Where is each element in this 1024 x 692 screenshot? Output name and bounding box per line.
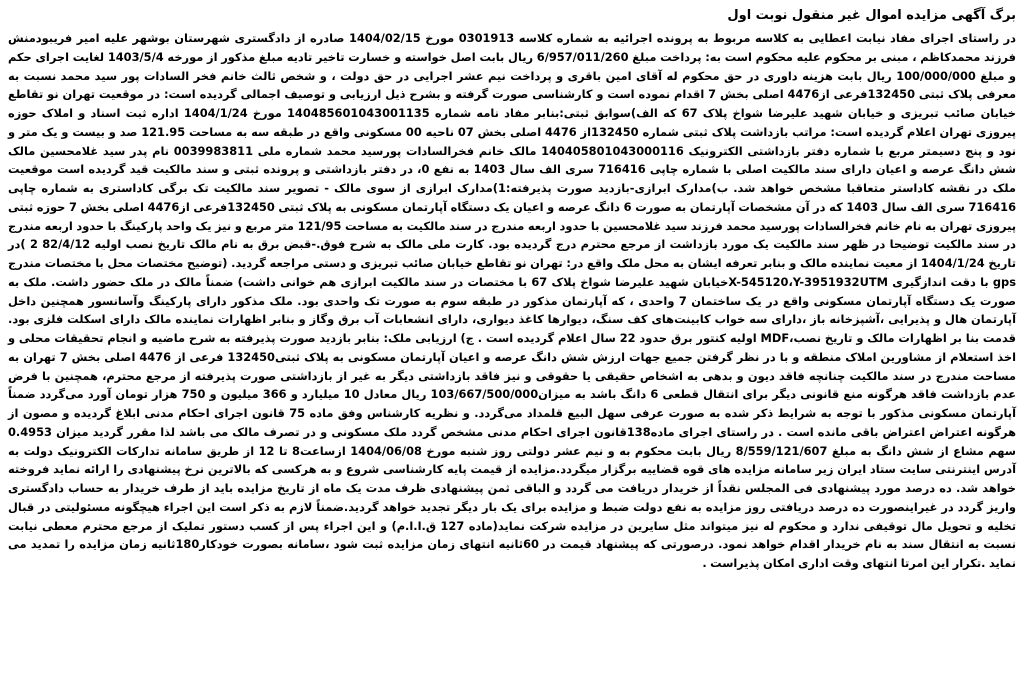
notice-title: برگ آگهی مزایده اموال غیر منقول نوبت اول — [727, 8, 1016, 23]
auction-notice-document — [6, 6, 1018, 686]
notice-body: در راستای اجرای مفاد نیابت اعطایی به کلاسه مربوط به پرونده اجرائیه به شماره کلاسه 0301913 مورخ 1404/02/15 صادره از دادگستری شهرستان بوشهر علیه امیر فریبودمنش فرزند محمدکاظم ، مبنی بر محکوم علیه محکوم است به: پرداخت مبلغ 6/957/011/260 ریال بابت اصل خواسته و خسارت تاخیر تادیه مبلغ مذکور از مورخه 1403/5/4 لغایت اجرای حکم و مبلغ 100/000/000 ریال بابت هزینه داوری در حق محکوم له آقای امین باقری و پرداخت نیم عشر اجرایی در حق دولت ، و شخص ثالث خانم فخر السادات پور سید محمد نسبت به معرفی پلاک ثبتی 132450فرعی از4476 اصلی بخش 7 اقدام نموده است و کارشناسی صورت گرفته و بشرح ذیل ارزیابی و توصیف اجمالی گردیده است: در موقعیت تهران نو تقاطع خیابان صائب تبریزی و خیابان شهید علیرضا شواخ پلاک 67 که الف)سوابق ثبتی:بنابر مفاد نامه شماره 140485601043001135 مورخ 1404/1/24 اداره ثبت اسناد و املاک حوزه پیروزی تهران اعلام گردیده است: مراتب بازداشت پلاک ثبتی شماره 132450از 4476 اصلی بخش 07 ناحیه 00 مسکونی واقع در طبقه سه به مساحت 121.95 صد و بیست و یک متر و نود و پنج دسیمتر مربع با شماره دفتر بازداشتی الکترونیک 140405801043000116 مالک خانم فخرالسادات پورسید محمد شماره ملی 0039983811 نام پدر سید غلامحسین مالک شش دانگ عرصه و اعیان دارای سند مالکیت اصلی با شماره چاپی 716416 سری الف سال 1403 به نفع 0، در دفتر بازداشتی و پرونده ثبتی و سند مالکیت قید گردیده است موقعیت ملک در نقشه کاداستر متعاقبا مشخص خواهد شد. ب)مدارک ابرازی-بازدید صورت پذیرفته:1)مدارک ابرازی از سوی مالک - تصویر سند مالکیت تک برگی کاداستری به شماره چاپی 716416 سری الف سال 1403 که در آن مشخصات آپارتمان به صورت 6 دانگ عرصه و اعیان یک دستگاه آپارتمان مسکونی به پلاک ثبتی 132450فرعی از4476 اصلی بخش 7 حوزه ثبتی پیروزی تهران به نام خانم فخرالسادات پورسید محمد فرزند سید غلامحسین با حدود اربعه مندرج در سند مالکیت به مساحت 121/95 متر مربع و نیز یک واحد پارکینگ با حدود اربعه مندرج در سند مالکیت توضیحا در ظهر سند مالکیت یک مورد بازداشت از مرجع محترم درج گردیده بود. کارت ملی مالک به شرح فوق.-قبض برق به نام مالک تاریخ نصب اولیه 82/4/12 2 )در تاریخ 1404/1/24 از معیت نماینده مالک و بنابر تعرفه ایشان به محل ملک واقع در: تهران نو تقاطع خیابان صائب تبریزی و دستی مراجعه گردید. (توضیح مختصات محل با مختصات مندرج gps با دقت اندازگیری X-545120،Y-3951932UTMخیابان شهید علیرضا شواخ پلاک 67 با مختصات در سند مالکیت ابرازی هم خوانی داشت) ضمناً مالک در ملک حضور داشت. ملک به صورت یک دستگاه آپارتمان مسکونی واقع در یک ساختمان 7 واحدی ، که آپارتمان مذکور در طبقه سوم به صورت تک واحدی بود. ملک مذکور دارای پارکینگ وآسانسور همچنین داخل آپارتمان هال و پذیرایی ،آشپزخانه باز ،دارای سه خواب کابینت‌های کف سنگ، دیوارها کاغذ دیواری، دارای انشعابات آب برق وگاز و بنابر اظهارات نماینده مالک دارای اسکلت فلزی بود. قدمت بنا بر اظهارات مالک و تاریخ نصب،MDF اولیه کنتور برق حدود 22 سال اعلام گردیده است . ج) ارزیابی ملک: بنابر بازدید صورت پذیرفته به شرح ماضیه و انجام تحقیقات محلی و اخذ استعلام از مشاورین املاک منطقه و با در نظر گرفتن جمیع جهات ارزش شش دانگ عرصه و اعیان آپارتمان مسکونی به پلاک ثبتی132450 فرعی از 4476 اصلی بخش 7 تهران به مساحت مندرج در سند مالکیت چنانچه فاقد دیون و بدهی به اشخاص حقیقی یا حقوقی و نیز فاقد بازداشتی دیگر به غیر از بازداشتی صورت پذیرفته از مرجع محترم، همچنین با فرض عدم بازداشت فاقد هرگونه منع قانونی دیگر برای انتقال قطعی 6 دانگ باشد به میزان103/667/500/000 ریال معادل 10 میلیارد و 366 میلیون و 750 هزار تومان آورد می‌گردد ضمناً آپارتمان مسکونی مذکور با توجه به شرایط ذکر شده به صورت عرفی سهل البیع قلمداد می‌گردد. و نظریه کارشناس وفق ماده 75 قانون اجرای احکام مدنی ابلاغ گردیده و مصون از هرگونه اعتراض اعتراض باقی مانده است . در راستای اجرای ماده138قانون اجرای احکام مدنی مشخص گردد ملک مسکونی و در تصرف مالک می باشد لذا مقرر گردید میزان 0.4953 سهم مشاع از شش دانگ به مبلغ 8/559/121/607 ریال بابت محکوم به و نیم عشر دولتی روز شنبه مورخ 1404/06/08 ازساعت8 تا 12 از طریق سامانه تدارکات الکترونیک دولت به آدرس اینترنتی سایت ستاد ایران زیر سامانه مزایده های قوه قضاییه برگزار میگردد.مزایده از قیمت پایه کارشناسی شروع و به هرکسی که بالاترین نرخ پیشنهادی را ارائه نماید فروخته خواهد شد. ده درصد مورد پیشنهادی فی المجلس نقداً از خریدار دریافت می گردد و الباقی ثمن پیشنهادی ظرف مدت یک ماه از تاریخ مزایده باید از طرف خریدار به حساب دادگستری واریز گردد در غیراینصورت ده درصد دریافتی روز مزایده به نفع دولت ضبط و مزایده برای یک بار دیگر تجدید خواهد گردید.ضمناً لازم به ذکر است این اجراء هیچگونه مسئولیتی در قبال تخلیه و تحویل مال توقیفی ندارد و محکوم له نیز میتواند مثل سایرین در مزایده شرکت نماید(ماده 127 ق.ا.ا.م) و این اجراء پس از کسب دستور تملیک از مرجع محترم معطی نیابت نسبت به انتقال سند به نام خریدار اقدام خواهد نمود. درصورتی که پیشنهاد قیمت در 60ثانیه انتهای زمان مزایده ثبت شود ،سامانه بصورت خودکار180ثانیه زمان مزایده را تمدید می نماید .تکرار این امرتا انتهای وقت اداری امکان پذیراست . — [8, 31, 1017, 570]
